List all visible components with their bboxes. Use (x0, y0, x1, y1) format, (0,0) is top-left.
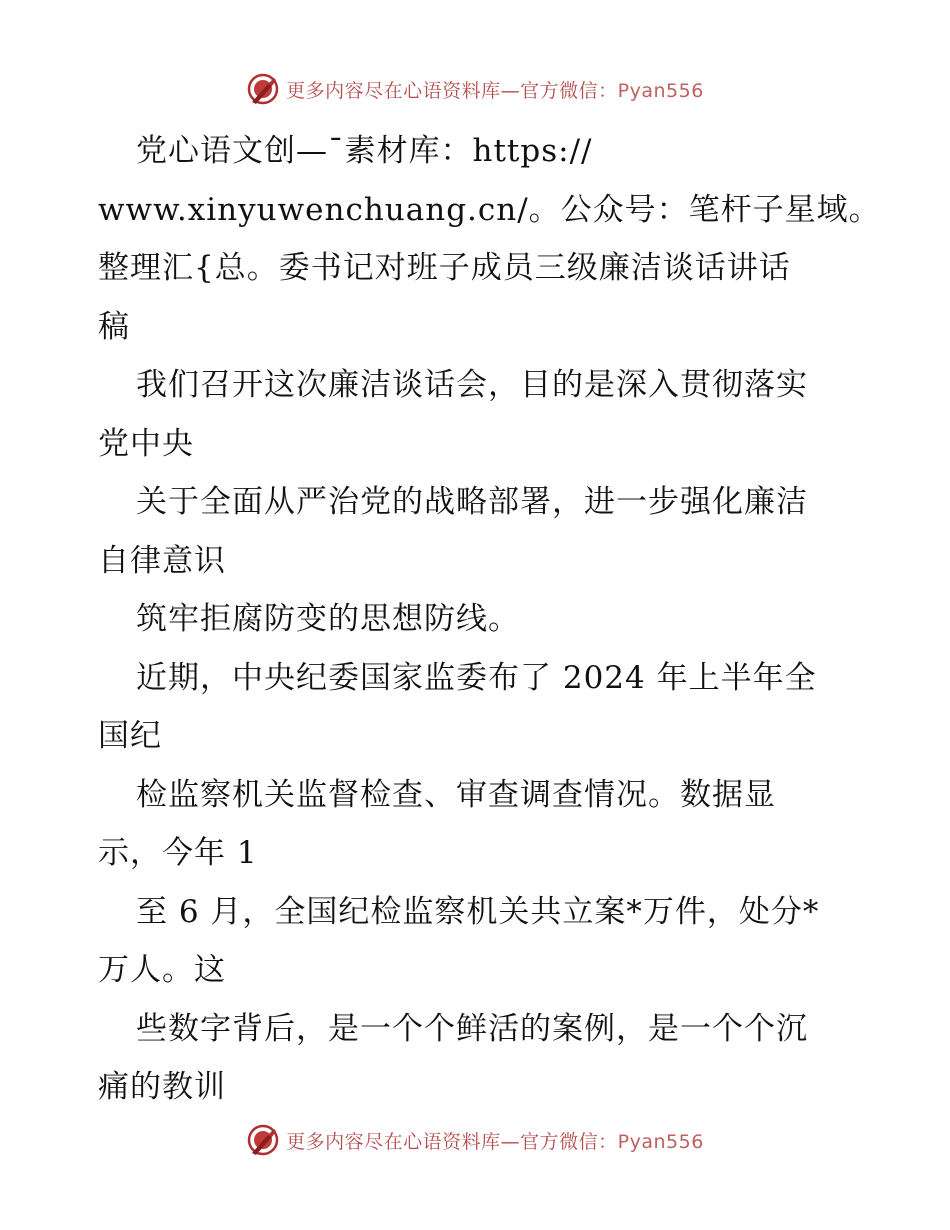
body-line: 党中央 (98, 425, 194, 462)
pen-circle-logo-icon (246, 1123, 280, 1157)
body-line: 至 6 月，全国纪检监察机关共立案*万件，处分* (136, 893, 820, 930)
body-line: www.xinyuwenchuang.cn/。公众号：笔杆子星域。 (98, 191, 881, 228)
body-line: 整理汇{总。委书记对班子成员三级廉洁谈话讲话 (98, 250, 791, 286)
body-line: 国纪 (98, 718, 162, 754)
body-line: 检监察机关监督检查、审查调查情况。数据显 (136, 776, 776, 813)
header-banner-handle: Pyan556 (617, 79, 704, 102)
body-line: 党心语文创—¯素材库：https:// (136, 133, 593, 169)
body-line: 痛的教训 (98, 1069, 226, 1105)
footer-banner (0, 1122, 950, 1158)
body-line: 关于全面从严治党的战略部署，进一步强化廉洁 (136, 484, 808, 520)
document-body (98, 122, 881, 1117)
body-line: 些数字背后，是一个个鲜活的案例，是一个个沉 (136, 1010, 808, 1047)
body-line: 近期，中央纪委国家监委布了 2024 年上半年全 (136, 659, 817, 696)
header-banner (0, 71, 950, 107)
footer-banner-text: 更多内容尽在心语资料库—官方微信：Pyan556 (286, 1130, 704, 1153)
pen-circle-logo-icon (246, 72, 280, 106)
body-line: 筑牢拒腐防变的思想防线。 (136, 601, 520, 637)
body-line: 示，今年 1 (98, 835, 258, 871)
body-line: 自律意识 (98, 542, 226, 579)
body-line: 万人。这 (98, 952, 226, 988)
body-line: 稿 (98, 308, 130, 345)
header-banner-text: 更多内容尽在心语资料库—官方微信：Pyan556 (286, 79, 704, 102)
footer-banner-handle: Pyan556 (617, 1130, 704, 1153)
body-line: 我们召开这次廉洁谈话会，目的是深入贯彻落实 (136, 367, 808, 403)
